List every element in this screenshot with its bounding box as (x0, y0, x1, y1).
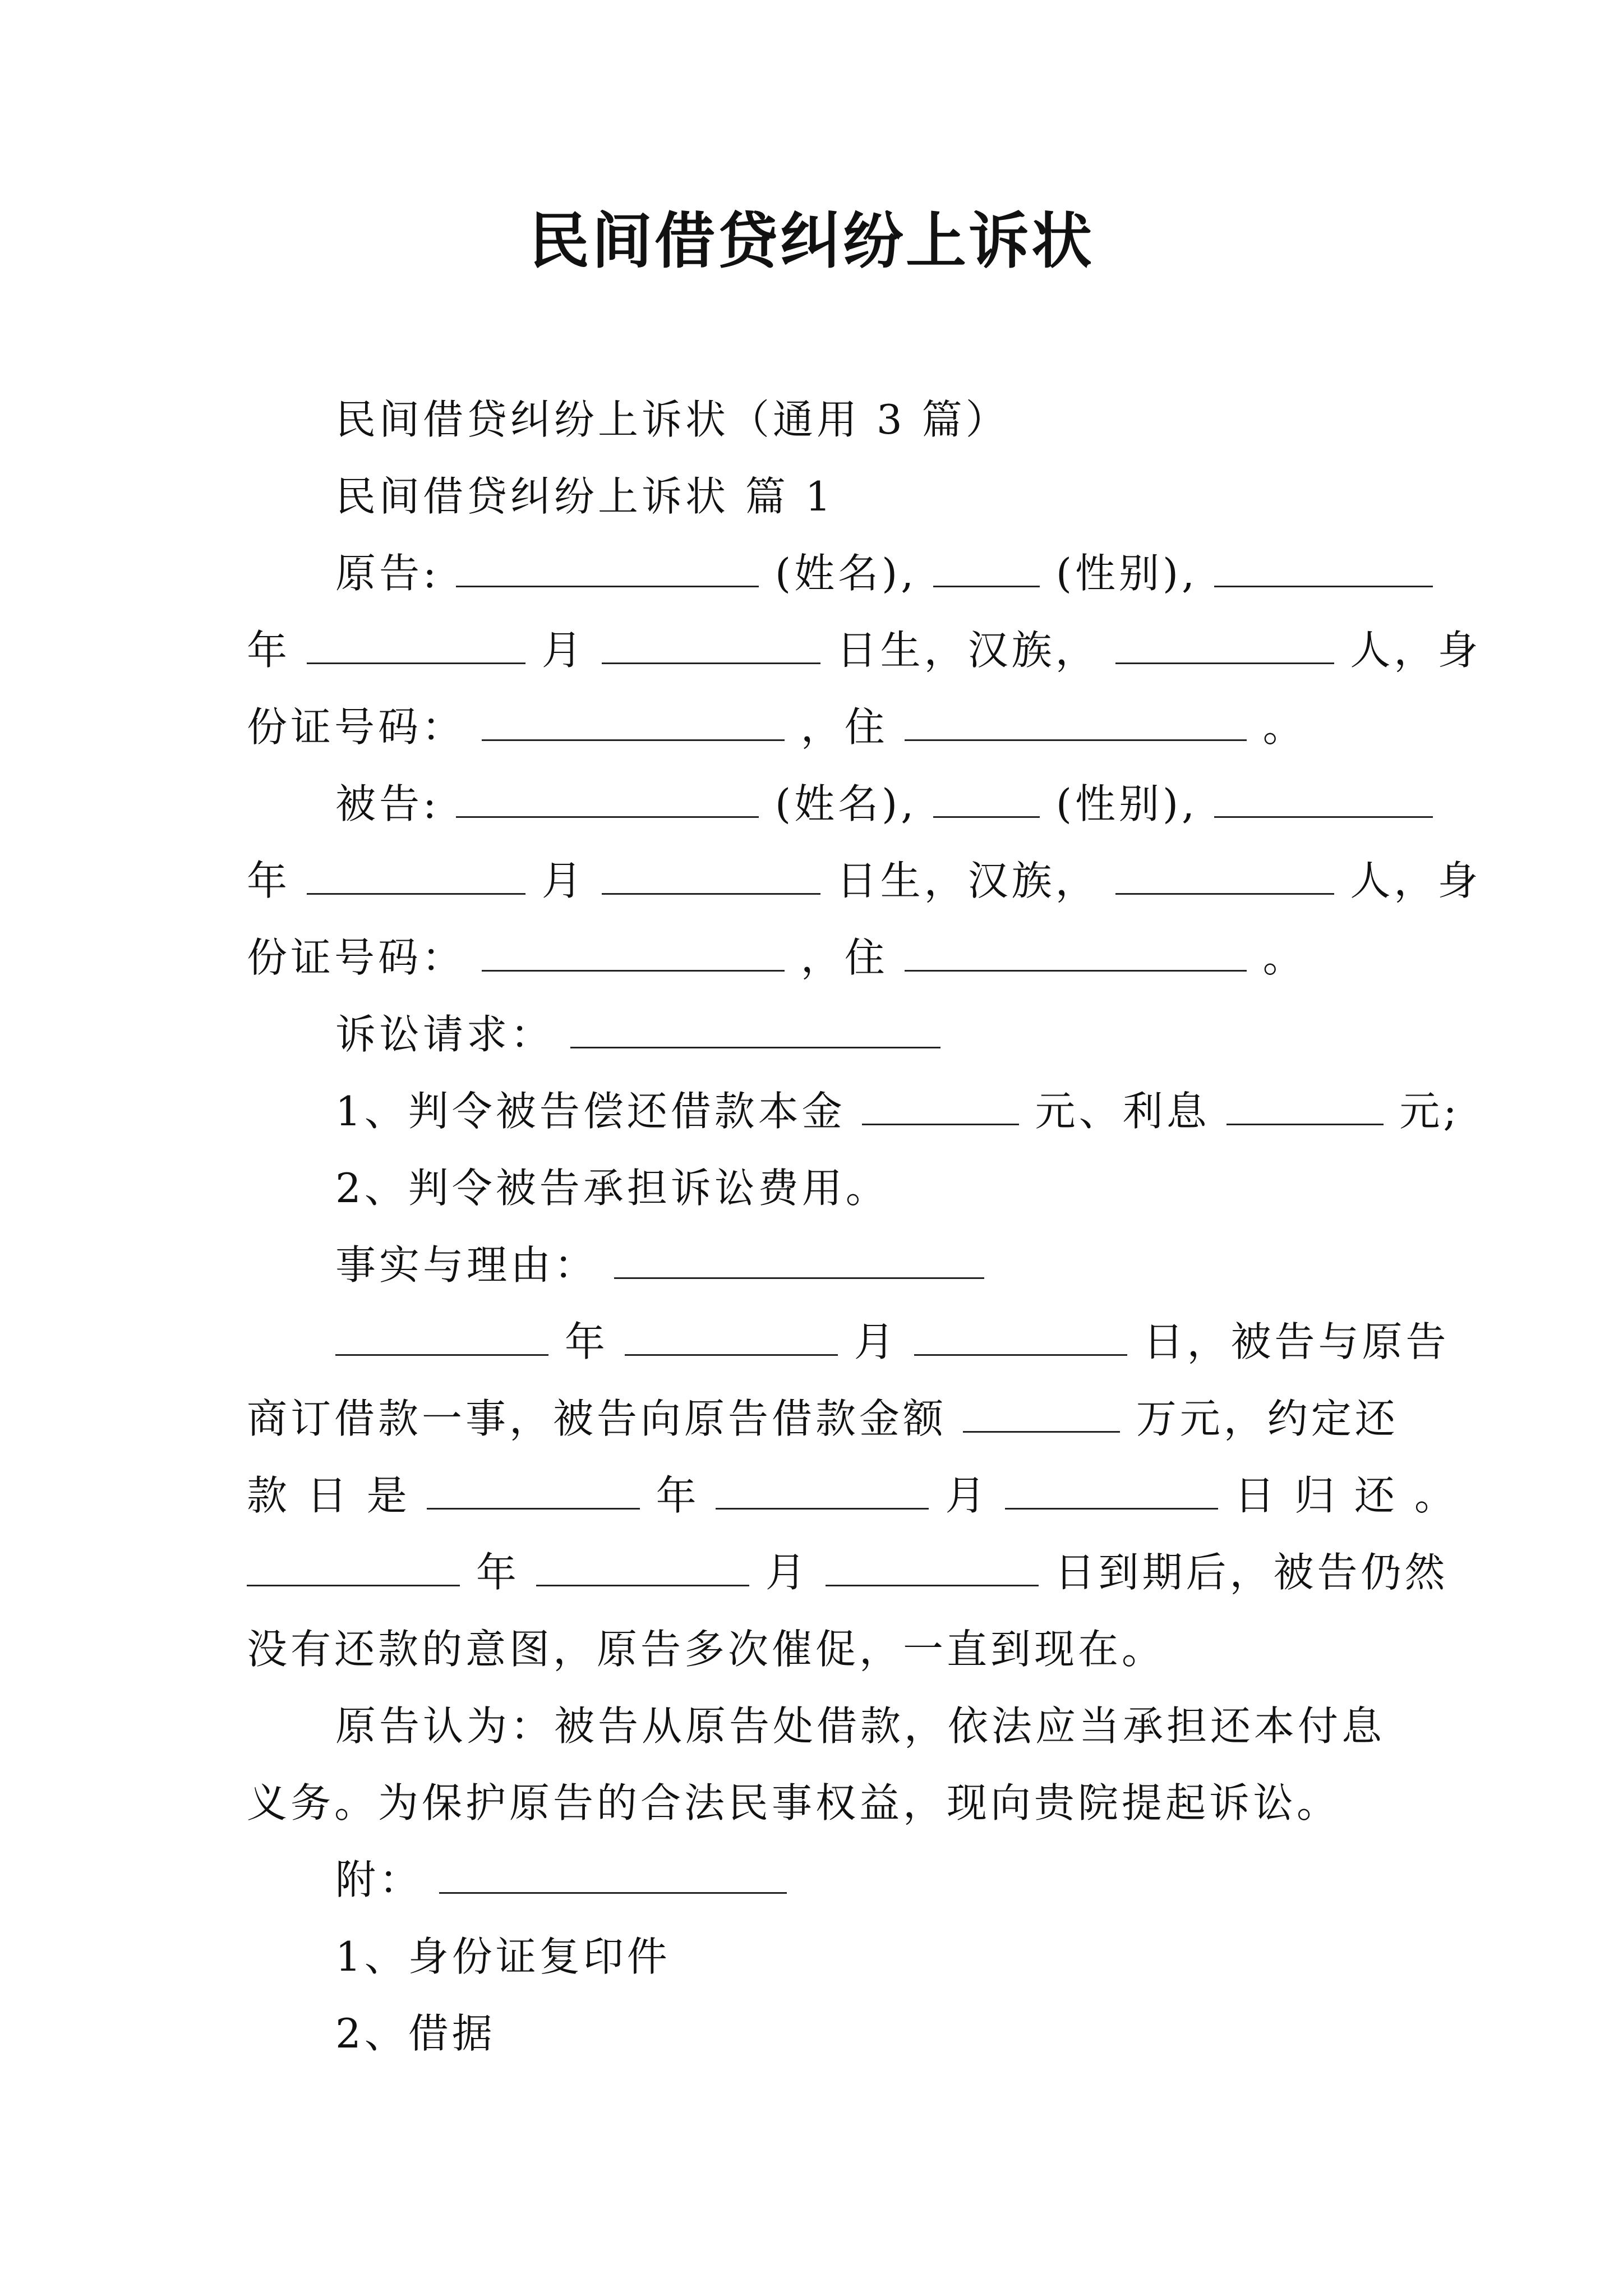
plaintiff-name-hint: (姓名), (775, 550, 917, 597)
plaintiff-label: 原告: (335, 550, 440, 597)
section-heading: 民间借贷纠纷上诉状 篇 1 (335, 473, 834, 520)
claim-item-1-c: 元; (1399, 1088, 1460, 1135)
plaintiff-month: 月 (541, 627, 585, 674)
claim-item-1 (247, 1073, 1460, 1150)
defendant-line-3 (247, 919, 1391, 996)
plaintiff-line-2 (247, 612, 1482, 689)
expiry-year-blank (247, 1545, 460, 1586)
facts-year-1: 年 (564, 1318, 608, 1365)
plaintiff-native-suffix: 人，身 (1350, 627, 1482, 674)
due-year-blank (427, 1469, 640, 1510)
due-month-blank (716, 1469, 929, 1510)
facts-line-7: 义务。为保护原告的合法民事权益，现向贵院提起诉讼。 (247, 1779, 1341, 1826)
facts-p3-a: 款 日 是 (247, 1472, 411, 1519)
facts-line-5: 没有还款的意图，原告多次催促，一直到现在。 (247, 1626, 1166, 1673)
defendant-native-blank (1115, 854, 1334, 895)
plaintiff-id-label: 份证号码： (247, 703, 466, 751)
facts-month-blank-1 (625, 1315, 838, 1356)
defendant-month: 月 (541, 857, 585, 904)
defendant-line-1 (247, 766, 1391, 843)
defendant-day-blank (602, 854, 820, 895)
document-title: 民间借贷纠纷上诉状 (528, 206, 1094, 277)
facts-p2-a: 商订借款一事，被告向原告借款金额 (247, 1395, 947, 1442)
facts-blank (614, 1238, 984, 1279)
defendant-native-suffix: 人，身 (1350, 857, 1482, 904)
plaintiff-address-label: ，住 (800, 703, 888, 751)
claims-label: 诉讼请求： (335, 1011, 555, 1058)
plaintiff-year: 年 (247, 627, 291, 674)
plaintiff-birth-suffix: 日生，汉族， (836, 627, 1099, 674)
defendant-year: 年 (247, 857, 291, 904)
defendant-birth-suffix: 日生，汉族， (836, 857, 1099, 904)
facts-p4-month: 月 (765, 1549, 809, 1596)
facts-line-3 (247, 1457, 1458, 1534)
interest-blank (1227, 1084, 1384, 1125)
defendant-end: 。 (1262, 934, 1307, 981)
facts-month-1: 月 (854, 1318, 898, 1365)
annex-item-2: 2、借据 (335, 2010, 496, 2057)
defendant-year-blank (1214, 777, 1433, 818)
facts-line-6: 原告认为：被告从原告处借款，依法应当承担还本付息 (335, 1703, 1386, 1750)
defendant-gender-hint: (性别), (1055, 780, 1198, 827)
facts-line-2 (247, 1381, 1399, 1457)
plaintiff-line-3 (247, 689, 1391, 766)
facts-label: 事实与理由： (335, 1241, 598, 1289)
annex-item-1: 1、身份证复印件 (335, 1933, 671, 1980)
due-day-blank (1005, 1469, 1218, 1510)
principal-blank (862, 1084, 1019, 1125)
subtitle: 民间借贷纠纷上诉状（通用 3 篇） (335, 396, 1009, 443)
expiry-day-blank (826, 1545, 1039, 1586)
annex-heading (247, 1842, 1391, 1918)
facts-p3-year: 年 (656, 1472, 700, 1519)
plaintiff-end: 。 (1262, 703, 1307, 751)
plaintiff-gender-hint: (性别), (1055, 550, 1198, 597)
defendant-gender-blank (933, 777, 1040, 818)
defendant-address-label: ，住 (800, 934, 888, 981)
loan-amount-blank (963, 1392, 1120, 1433)
defendant-name-blank (456, 777, 759, 818)
plaintiff-line-1 (247, 535, 1391, 612)
claims-blank (570, 1007, 940, 1048)
facts-tail-1: 日，被告与原告 (1143, 1318, 1450, 1365)
facts-year-blank-1 (335, 1315, 548, 1356)
facts-p2-b: 万元，约定还 (1136, 1395, 1399, 1442)
claim-item-2: 2、判令被告承担诉讼费用。 (335, 1165, 889, 1212)
plaintiff-year-blank (1214, 546, 1433, 587)
plaintiff-id-blank (482, 700, 785, 741)
defendant-month-blank (307, 854, 525, 895)
plaintiff-native-blank (1115, 623, 1334, 664)
facts-p4-tail: 日到期后，被告仍然 (1054, 1549, 1449, 1596)
document-body (247, 381, 1482, 2072)
plaintiff-address-blank (905, 700, 1247, 741)
defendant-id-label: 份证号码： (247, 934, 466, 981)
defendant-name-hint: (姓名), (775, 780, 917, 827)
annex-blank (439, 1853, 787, 1894)
claim-item-1-b: 元、利息 (1035, 1088, 1210, 1135)
facts-p3-tail: 日 归 还 。 (1234, 1472, 1458, 1519)
facts-p3-month: 月 (945, 1472, 989, 1519)
facts-line-1 (247, 1304, 1450, 1381)
expiry-month-blank (536, 1545, 749, 1586)
facts-line-4 (247, 1534, 1449, 1611)
defendant-line-2 (247, 843, 1482, 919)
plaintiff-name-blank (456, 546, 759, 587)
defendant-label: 被告: (335, 780, 440, 827)
facts-heading (247, 1227, 1391, 1304)
claim-item-1-a: 1、判令被告偿还借款本金 (335, 1088, 846, 1135)
plaintiff-month-blank (307, 623, 525, 664)
facts-p4-year: 年 (476, 1549, 520, 1596)
annex-label: 附： (335, 1856, 423, 1903)
defendant-address-blank (905, 931, 1247, 972)
defendant-id-blank (482, 931, 785, 972)
facts-day-blank-1 (914, 1315, 1127, 1356)
plaintiff-day-blank (602, 623, 820, 664)
plaintiff-gender-blank (933, 546, 1040, 587)
claims-heading (247, 996, 1391, 1073)
